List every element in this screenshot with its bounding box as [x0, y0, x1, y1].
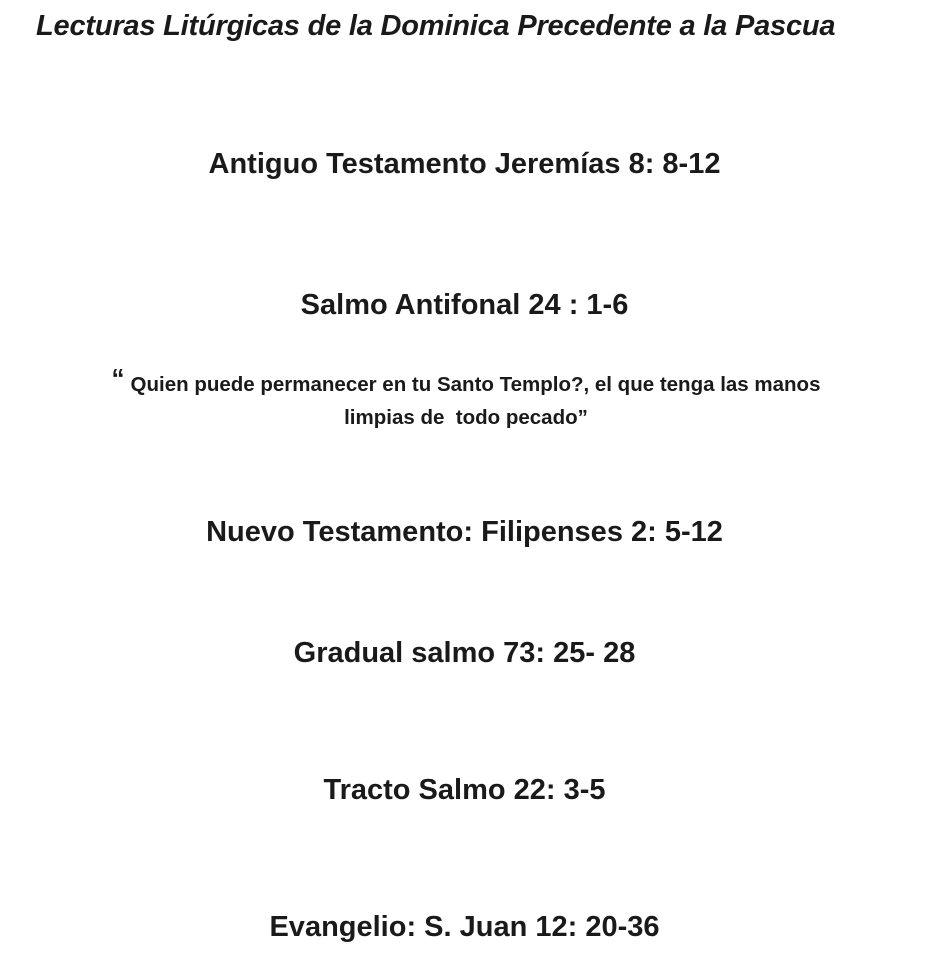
reading-new-testament: Nuevo Testamento: Filipenses 2: 5-12 — [206, 516, 723, 548]
reading-old-testament: Antiguo Testamento Jeremías 8: 8-12 — [208, 148, 721, 180]
page-title: Lecturas Litúrgicas de la Dominica Precedente a la Pascua — [36, 10, 836, 42]
reading-tract: Tracto Salmo 22: 3-5 — [323, 774, 606, 806]
antiphon-line-1 — [40, 362, 892, 401]
antiphon-quote — [40, 362, 892, 434]
reading-gospel: Evangelio: S. Juan 12: 20-36 — [269, 911, 660, 943]
reading-psalm: Salmo Antifonal 24 : 1-6 — [300, 289, 629, 321]
antiphon-line-1-text: Quien puede permanecer en tu Santo Templo?, el que tenga las manos — [130, 373, 821, 396]
antiphon-line-2: limpias de todo pecado” — [344, 406, 588, 429]
open-quote-mark: “ — [111, 363, 125, 393]
reading-gradual: Gradual salmo 73: 25- 28 — [293, 637, 636, 669]
